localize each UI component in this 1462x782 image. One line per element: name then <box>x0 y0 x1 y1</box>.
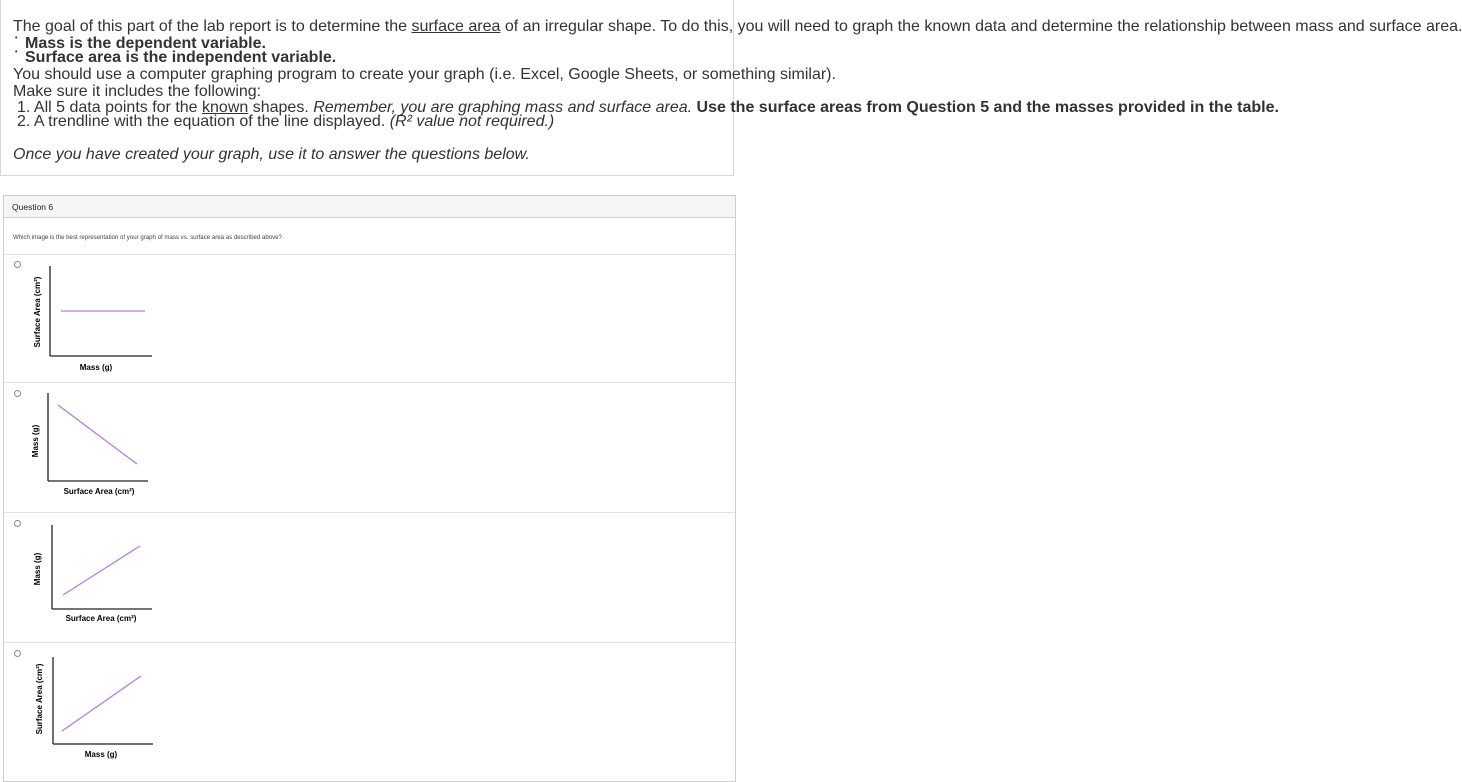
question-title: Question 6 <box>12 202 54 212</box>
requirement-1: 1. All 5 data points for the known shapes. Remember, you are graphing mass and surface area. Use the surface areas from Question 5 and the masses provided in the table. <box>17 99 1279 116</box>
x-axis-label: Surface Area (cm²) <box>65 614 137 623</box>
intro-software: You should use a computer graphing program to create your graph (i.e. Excel, Google Sheets, or something similar). <box>13 66 836 83</box>
answer-option-2[interactable] <box>4 383 735 511</box>
option-2-graph <box>24 383 224 508</box>
surface-area-link[interactable]: surface area <box>411 18 501 35</box>
y-axis-label: Mass (g) <box>33 552 42 586</box>
answer-option-3[interactable] <box>4 513 735 641</box>
y-axis-label: Surface Area (cm²) <box>33 276 42 348</box>
known-link[interactable]: known <box>202 99 249 116</box>
question-header <box>4 196 735 218</box>
bullet-dependent: • Mass is the dependent variable. <box>25 35 266 53</box>
trend-line-decreasing <box>58 405 137 464</box>
option-1-graph <box>24 254 224 379</box>
trend-line-increasing <box>62 676 141 731</box>
option-4-graph <box>24 643 224 781</box>
option-1-radio[interactable] <box>14 261 21 268</box>
y-axis-label: Surface Area (cm²) <box>35 663 44 735</box>
x-axis-label: Surface Area (cm²) <box>63 487 135 496</box>
question-text: Which image is the best representation of your graph of mass vs. surface area as described above? <box>13 234 282 241</box>
option-4-radio[interactable] <box>14 650 21 657</box>
answer-option-1[interactable] <box>4 254 735 382</box>
x-axis-label: Mass (g) <box>79 363 113 372</box>
answer-option-4[interactable] <box>4 643 735 781</box>
intro-closing: Once you have created your graph, use it to answer the questions below. <box>13 146 530 163</box>
option-3-graph <box>24 513 224 638</box>
question-card <box>3 195 736 782</box>
requirement-2: 2. A trendline with the equation of the line displayed. (R² value not required.) <box>17 113 555 130</box>
intro-paragraph: The goal of this part of the lab report is to determine the surface area of an irregular shape. To do this, you will need to graph the known data and determine the relationship between mass and surface area. <box>13 18 1462 35</box>
instructions-panel <box>0 0 1462 176</box>
intro-includes: Make sure it includes the following: <box>13 83 262 100</box>
bullet-independent: • Surface area is the independent variable. <box>25 49 336 67</box>
trend-line-increasing <box>63 546 140 595</box>
y-axis-label: Mass (g) <box>31 424 40 458</box>
option-3-radio[interactable] <box>14 520 21 527</box>
x-axis-label: Mass (g) <box>84 750 118 759</box>
option-2-radio[interactable] <box>14 390 21 397</box>
